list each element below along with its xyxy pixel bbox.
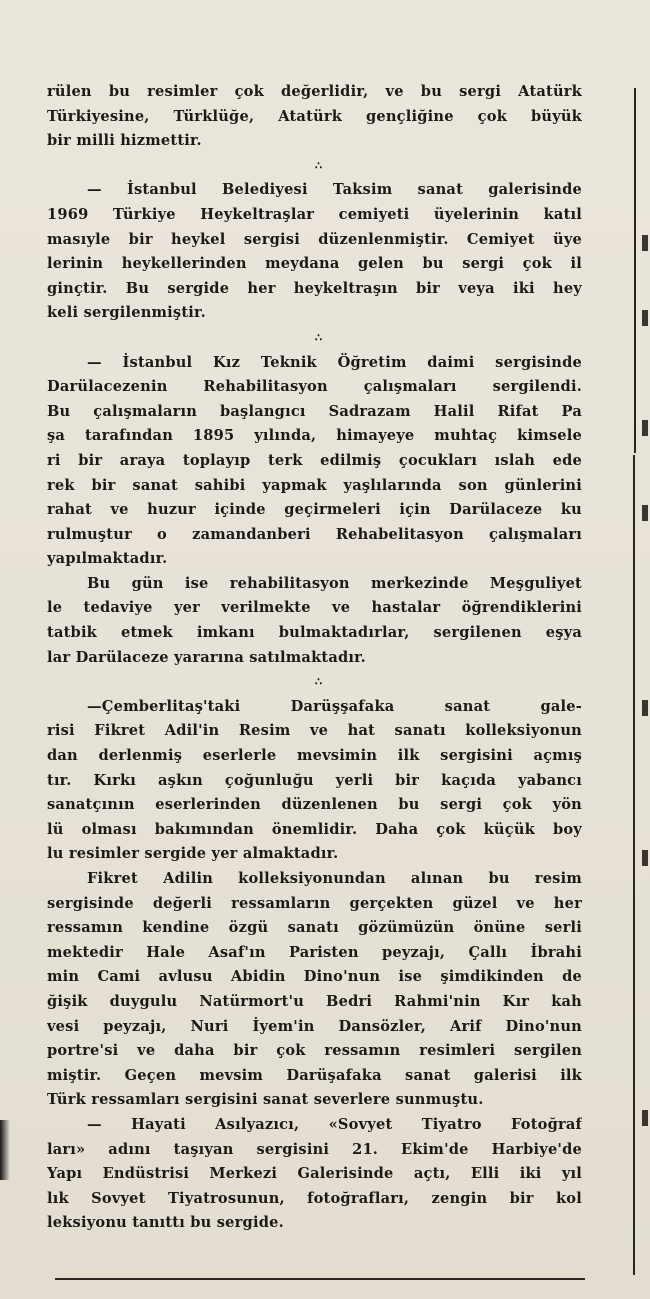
edge-mark <box>642 700 648 716</box>
paragraph-taksim <box>47 178 582 326</box>
text-line: rülen bu resimler çok değerlidir, ve bu sergi Atatürk <box>47 83 582 100</box>
page-edge-shadow <box>0 1120 10 1180</box>
text-line: lar Darülaceze yararına satılmaktadır. <box>47 648 366 666</box>
text-line: mektedir Hale Asaf'ın Paristen peyzajı, Çallı İbrahi <box>47 943 582 961</box>
bottom-rule <box>55 1278 585 1280</box>
text-line: min Cami avlusu Abidin Dino'nun ise şimdikinden de <box>47 968 582 986</box>
text-line: ressamın kendine özgü sanatı gözümüzün önüne serli <box>47 919 582 937</box>
column-divider <box>634 88 636 453</box>
text-line: ginçtir. Bu sergide her heykeltraşın bir veya iki hey <box>47 279 582 297</box>
section-separator-stars: ∴ <box>315 158 324 172</box>
text-line: rek bir sanat sahibi yapmak yaşlılarında son günlerini <box>47 476 582 494</box>
edge-mark <box>642 420 648 436</box>
text-line: Yapı Endüstrisi Merkezi Galerisinde açtı, Elli iki yıl <box>47 1165 582 1183</box>
text-line: vesi peyzajı, Nuri İyem'in Dansözler, Arif Dino'nun <box>47 1017 582 1035</box>
text-line: yapılmaktadır. <box>47 550 168 568</box>
text-line: lerinin heykellerinden meydana gelen bu sergi çok il <box>47 255 582 273</box>
text-line: lık Sovyet Tiyatrosunun, fotoğrafları, zengin bir kol <box>47 1189 582 1207</box>
text-line: ğişik duygulu Natürmort'u Bedri Rahmi'nin Kır kah <box>47 992 582 1010</box>
text-line: sanatçının eserlerinden düzenlenen bu sergi çok yön <box>47 796 582 814</box>
section-separator-stars: ∴ <box>315 675 324 689</box>
text-line: risi Fikret Adil'in Resim ve hat sanatı kolleksiyonun <box>47 722 582 740</box>
text-line: tatbik etmek imkanı bulmaktadırlar, sergilenen eşya <box>47 624 582 642</box>
text-line: le tedaviye yer verilmekte ve hastalar öğrendiklerini <box>47 599 582 617</box>
text-line: Fikret Adilin kolleksiyonundan alınan bu resim <box>87 870 582 887</box>
paragraph-rehabilitasyon <box>47 572 582 670</box>
text-line: 1969 Türkiye Heykeltraşlar cemiyeti üyelerinin katıl <box>47 205 582 223</box>
text-line: leksiyonu tanıttı bu sergide. <box>47 1214 284 1232</box>
text-line: ları» adını taşıyan sergisini 21. Ekim'de Harbiye'de <box>47 1140 582 1158</box>
text-line: sergisinde değerli ressamların gerçekten güzel ve her <box>47 894 582 912</box>
text-line: Bu çalışmaların başlangıcı Sadrazam Halil Rifat Pa <box>47 402 582 420</box>
text-line: şa tarafından 1895 yılında, himayeye muhtaç kimsele <box>47 427 582 445</box>
edge-mark <box>642 310 648 326</box>
text-line: Türk ressamları sergisini sanat severlere sunmuştu. <box>47 1091 484 1109</box>
text-line: — İstanbul Belediyesi Taksim sanat galerisinde <box>87 181 582 199</box>
text-line: lü olması bakımından önemlidir. Daha çok küçük boy <box>47 820 582 838</box>
text-line: —Çemberlitaş'taki Darüşşafaka sanat gale- <box>87 697 582 715</box>
text-line: — İstanbul Kız Teknik Öğretim daimi sergisinde <box>87 353 582 371</box>
text-line: Türkiyesine, Türklüğe, Atatürk gençliğine çok büyük <box>47 107 582 125</box>
edge-mark <box>642 235 648 251</box>
text-line: tır. Kırkı aşkın çoğunluğu yerli bir kaçıda yabancı <box>47 771 582 789</box>
text-line: rahat ve huzur içinde geçirmeleri için Darülaceze ku <box>47 501 582 519</box>
text-line: ri bir araya toplayıp terk edilmiş çocukları ıslah ede <box>47 451 582 469</box>
text-line: Bu gün ise rehabilitasyon merkezinde Meşguliyet <box>87 574 582 592</box>
text-line: Darülacezenin Rehabilitasyon çalışmaları sergilendi. <box>47 378 582 396</box>
edge-mark <box>642 505 648 521</box>
text-line: masıyle bir heykel sergisi düzenlenmiştir. Cemiyet üye <box>47 230 582 248</box>
paragraph-darussafaka <box>47 695 582 867</box>
paragraph-hayati-asilyazici <box>47 1113 582 1236</box>
paragraph-fikret-adil <box>47 867 582 1113</box>
text-line: — Hayati Asılyazıcı, «Sovyet Tiyatro Fotoğraf <box>87 1115 582 1133</box>
paragraph-kiz-teknik <box>47 351 582 572</box>
text-line: miştir. Geçen mevsim Darüşafaka sanat galerisi ilk <box>47 1066 582 1084</box>
text-line: keli sergilenmiştir. <box>47 304 206 322</box>
article-column <box>47 80 582 1236</box>
column-divider-lower <box>633 455 635 1275</box>
edge-mark <box>642 1110 648 1126</box>
text-line: bir milli hizmettir. <box>47 132 202 150</box>
text-line: rulmuştur o zamandanberi Rehabelitasyon çalışmaları <box>47 525 582 543</box>
section-separator-stars: ∴ <box>315 330 324 344</box>
text-line: lu resimler sergide yer almaktadır. <box>47 845 339 863</box>
edge-mark <box>642 850 648 866</box>
paragraph-intro <box>47 80 582 154</box>
text-line: dan derlenmiş eserlerle mevsimin ilk sergisini açmış <box>47 747 582 765</box>
text-line: portre'si ve daha bir çok ressamın resimleri sergilen <box>47 1042 582 1060</box>
